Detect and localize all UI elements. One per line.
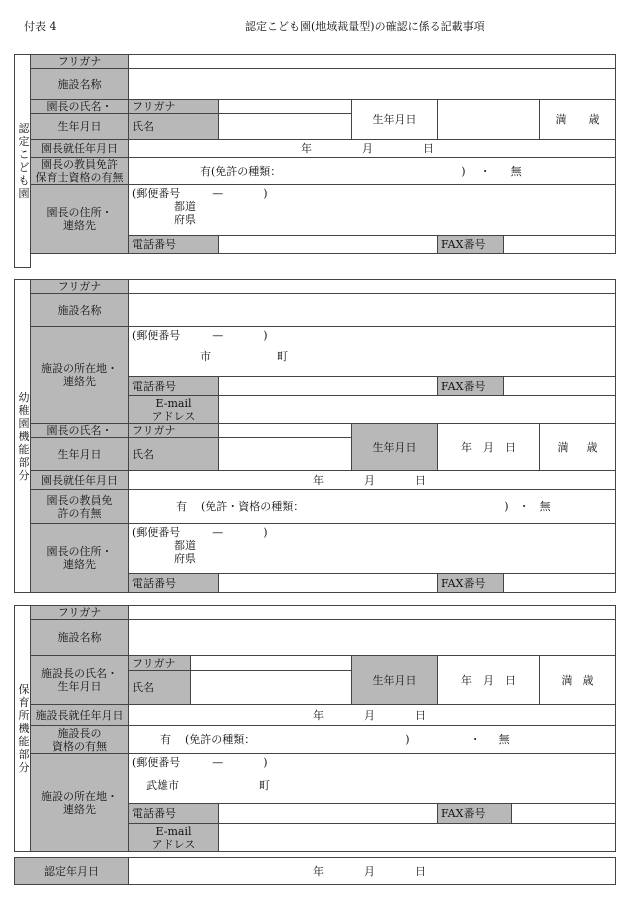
appointed-date-label: 園長就任年月日 [31, 140, 129, 158]
k-license-label: 園長の教員免 許の有無 [31, 490, 129, 524]
k-director-name-label: 園長の氏名・ [31, 424, 129, 438]
phone-label: 電話番号 [129, 236, 219, 254]
k-address-fax-field[interactable] [504, 574, 616, 593]
k-furigana-field[interactable] [129, 280, 616, 294]
k-license-field[interactable]: 有 (免許・資格の種類： ) ・ 無 [129, 490, 616, 524]
appointed-date-field[interactable]: 年 月 日 [129, 140, 616, 158]
k-fax-field[interactable] [504, 377, 616, 396]
n-phone-field[interactable] [219, 804, 438, 824]
section-kodomoen: 認定こども園 [15, 55, 31, 268]
k-director-dob-label: 生年月日 [31, 438, 129, 471]
n-fax-field[interactable] [512, 804, 616, 824]
kindergarten-table [14, 279, 616, 593]
n-furigana-label: フリガナ [31, 606, 129, 620]
certified-date-label: 認定年月日 [15, 858, 129, 885]
director-name-field[interactable] [219, 114, 352, 140]
facility-name-field[interactable] [129, 69, 616, 100]
k-fax-label: FAX番号 [438, 377, 504, 396]
k-address-field[interactable]: (郵便番号 — ) 都道 府県 [129, 524, 616, 574]
k-email-field[interactable] [219, 396, 616, 424]
n-furigana-field[interactable] [129, 606, 616, 620]
address-label: 園長の住所・ 連絡先 [31, 185, 129, 254]
license-field[interactable]: 有(免許の種類： ) ・ 無 [129, 158, 616, 185]
n-facility-name-label: 施設名称 [31, 620, 129, 656]
form-title: 認定こども園(地域裁量型)の確認に係る記載事項 [245, 20, 485, 33]
dob-field[interactable] [438, 100, 540, 140]
k-facility-name-label: 施設名称 [31, 294, 129, 327]
director-name-label: 園長の氏名・ [31, 100, 129, 114]
k-address-fax-label: FAX番号 [438, 574, 504, 593]
n-fax-label: FAX番号 [438, 804, 512, 824]
director-dob-label: 生年月日 [31, 114, 129, 140]
n-facility-name-field[interactable] [129, 620, 616, 656]
dob-label: 生年月日 [352, 100, 438, 140]
k-appointed-label: 園長就任年月日 [31, 471, 129, 490]
appendix-label: 付表 4 [24, 20, 57, 33]
n-director-furigana-field[interactable] [191, 656, 352, 671]
n-qualification-label: 施設長の 資格の有無 [31, 726, 129, 754]
n-email-field[interactable] [219, 824, 616, 852]
k-appointed-field[interactable]: 年 月 日 [129, 471, 616, 490]
form-table [14, 54, 616, 268]
n-location-field[interactable]: (郵便番号 — ) 武雄市 町 [129, 754, 616, 804]
section-kindergarten-label: 幼稚園機能部分 [15, 280, 31, 593]
k-dob-label: 生年月日 [352, 424, 438, 471]
n-email-label: E-mail アドレス [129, 824, 219, 852]
fax-field[interactable] [504, 236, 616, 254]
k-facility-name-field[interactable] [129, 294, 616, 327]
n-appointed-field[interactable]: 年 月 日 [129, 705, 616, 726]
license-label: 園長の教員免許 保育士資格の有無 [31, 158, 129, 185]
n-age-field[interactable]: 満 歳 [540, 656, 616, 705]
k-director-name-sub-label: 氏名 [129, 438, 219, 471]
n-director-label: 施設長の氏名・ 生年月日 [31, 656, 129, 705]
k-director-furigana-field[interactable] [219, 424, 352, 438]
director-furigana-field[interactable] [219, 100, 352, 114]
n-appointed-label: 施設長就任年月日 [31, 705, 129, 726]
n-qualification-field[interactable]: 有 (免許の種類： ) ・ 無 [129, 726, 616, 754]
k-phone-label: 電話番号 [129, 377, 219, 396]
director-furigana-label: フリガナ [129, 100, 219, 114]
k-phone-field[interactable] [219, 377, 438, 396]
facility-name-label: 施設名称 [31, 69, 129, 100]
n-dob-label: 生年月日 [352, 656, 438, 705]
k-email-label: E-mail アドレス [129, 396, 219, 424]
n-director-name-field[interactable] [191, 671, 352, 705]
certified-table [14, 857, 616, 885]
n-director-name-sub-label: 氏名 [129, 671, 191, 705]
k-location-field[interactable]: (郵便番号 — ) 市 町 [129, 327, 616, 377]
n-location-label: 施設の所在地・ 連絡先 [31, 754, 129, 852]
n-director-furigana-label: フリガナ [129, 656, 191, 671]
k-address-phone-label: 電話番号 [129, 574, 219, 593]
nursery-table [14, 605, 616, 852]
phone-field[interactable] [219, 236, 438, 254]
furigana-label: フリガナ [31, 55, 129, 69]
k-address-phone-field[interactable] [219, 574, 438, 593]
k-director-name-field[interactable] [219, 438, 352, 471]
fax-label: FAX番号 [438, 236, 504, 254]
address-field[interactable]: (郵便番号 — ) 都道 府県 [129, 185, 616, 236]
k-furigana-label: フリガナ [31, 280, 129, 294]
k-location-label: 施設の所在地・ 連絡先 [31, 327, 129, 424]
k-director-furigana-label: フリガナ [129, 424, 219, 438]
n-dob-field[interactable]: 年 月 日 [438, 656, 540, 705]
k-address-label: 園長の住所・ 連絡先 [31, 524, 129, 593]
k-dob-field[interactable]: 年 月 日 [438, 424, 540, 471]
furigana-field[interactable] [129, 55, 616, 69]
director-name-sub-label: 氏名 [129, 114, 219, 140]
section-nursery-label: 保育所機能部分 [15, 606, 31, 852]
k-age-field[interactable]: 満 歳 [540, 424, 616, 471]
n-phone-label: 電話番号 [129, 804, 219, 824]
age-field[interactable]: 満 歳 [540, 100, 616, 140]
certified-date-field[interactable]: 年 月 日 [129, 858, 616, 885]
